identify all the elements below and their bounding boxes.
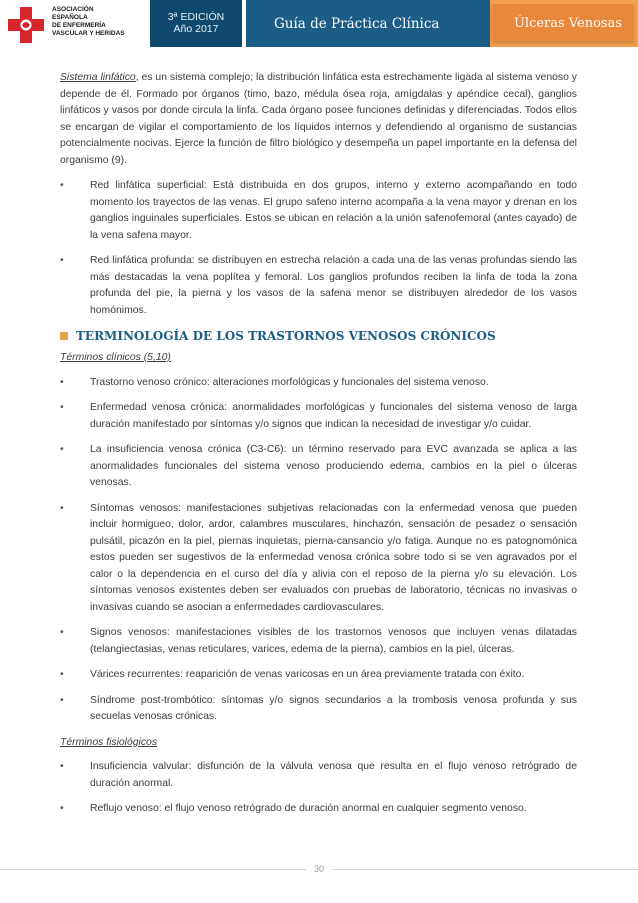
bullet-icon: • (60, 255, 64, 266)
bullet-icon: • (60, 694, 64, 706)
list-item (60, 400, 577, 433)
list-item-text: Enfermedad venosa crónica: anormalidades morfológicas y funcionales del sistema venoso de larga duración manifestado por síntomas y/o signos que indican la necesidad de investigar y/o cuidar. (90, 402, 577, 430)
list-item (60, 178, 577, 244)
bullet-icon: • (60, 180, 64, 191)
bullet-icon: • (60, 669, 64, 680)
bullet-icon: • (60, 402, 64, 413)
section-tab-label: Úlceras Venosas (513, 16, 622, 31)
list-item (60, 667, 577, 684)
section-heading (60, 328, 577, 344)
list-item (60, 375, 577, 392)
edition-year: Año 2017 (173, 23, 219, 35)
list-item (60, 759, 577, 792)
logo-line: ESPAÑOLA (52, 14, 88, 21)
bullet-icon: • (60, 444, 64, 455)
guide-title-bar (246, 0, 494, 47)
bullet-icon: • (60, 761, 64, 772)
clinical-terms-subheading: Términos clínicos (5,10) (60, 352, 171, 363)
intro-paragraph (60, 70, 577, 169)
guide-title: Guía de Práctica Clínica (274, 16, 440, 32)
list-item-text: Várices recurrentes: reaparición de venas varicosas en un área previamente tratada con éxito. (90, 669, 525, 680)
list-item (60, 625, 577, 658)
list-item-text: Síndrome post-trombótico: síntomas y/o signos secundarios a la trombosis venosa profunda y sus secuelas venosas crónicas. (90, 694, 577, 722)
intro-text: , es un sistema complejo; la distribución linfática esta estrechamente ligada al sistema venoso y depende de él. Formado por órganos (timo, bazo, médula ósea roja, amígdalas y apéndice cecal), ganglios linfáticos y vasos por donde circula la linfa. Cada órgano posee funciones definidas y diferenciadas. Todos ellos se encargan de vigilar el comportamiento de los líquidos internos y defendiendo al organismo de sustancias potencialmente nocivas. Ejerce la función de filtro biológico y desempeña un papel importante en la defensa del organismo (9). (60, 72, 577, 166)
section-tab (492, 4, 634, 41)
heading-square-icon (60, 332, 68, 340)
logo-line: ASOCIACIÓN (52, 6, 94, 13)
section-title: TERMINOLOGÍA DE LOS TRASTORNOS VENOSOS CRÓNICOS (76, 329, 496, 343)
list-item-text: Red linfática profunda: se distribuyen en estrecha relación a cada una de las venas profundas siendo las más destacadas la vena poplítea y femoral. Los ganglios profundos reciben la linfa de toda la zona profunda del pie, la pierna y los vasos de la safena menor se distribuyen alrededor de los vasos homónimos. (90, 255, 577, 316)
edition-label: 3ª EDICIÓN (167, 11, 225, 23)
bullet-icon: • (60, 376, 64, 388)
list-item-text: Reflujo venoso: el flujo venoso retrógrado de duración anormal en cualquier segmento venoso. (90, 803, 527, 814)
list-item (60, 501, 577, 617)
bullet-icon: • (60, 803, 64, 814)
logo-text (52, 6, 148, 38)
list-item (60, 693, 577, 726)
logo-line: VASCULAR Y HERIDAS (52, 30, 125, 37)
page-header (0, 0, 638, 47)
physiological-terms-subheading: Términos fisiológicos (60, 736, 158, 748)
page-number: 30 (306, 863, 332, 876)
logo-line: DE ENFERMERÍA (52, 22, 106, 29)
list-item-text: Insuficiencia valvular: disfunción de la válvula venosa que resulta en el flujo venoso retrógrado de duración anormal. (90, 761, 577, 789)
intro-term: Sistema linfático (60, 72, 136, 83)
list-item-text: Trastorno venoso crónico: alteraciones morfológicas y funcionales del sistema venoso. (90, 376, 489, 388)
page-content (60, 70, 577, 827)
list-item-text: La insuficiencia venosa crónica (C3-C6): un término reservado para EVC avanzada se aplica a las anormalidades funcionales del sistema venoso produciendo edema, cambios en la piel o úlceras venosas. (90, 444, 577, 488)
association-logo (6, 5, 146, 45)
list-item (60, 442, 577, 492)
bullet-icon: • (60, 627, 64, 638)
list-item (60, 253, 577, 319)
edition-badge (150, 0, 242, 47)
list-item-text: Síntomas venosos: manifestaciones subjetivas relacionadas con la enfermedad venosa que pueden incluir hormigueo, dolor, ardor, calambres musculares, hinchazón, sensación de pesadez o sensación pulsátil, picazón en la piel, piernas inquietas, pierna-cansancio y/o fatiga. Aunque no es patognomónica estos pueden ser sugestivos de la enfermedad venosa crónica sobre todo si se ven agravados por el calor o la dependencia en el curso del día y alivia con el reposo de la pierna y/o su elevación. Los síntomas venosos existentes deben ser evaluados con pruebas de laboratorio, técnicas no invasivas o invasivas cuando se asocian a enfermedades cardiovasculares. (90, 502, 577, 613)
list-item-text: Signos venosos: manifestaciones visibles de los trastornos venosos que incluyen venas dilatadas (telangiectasias, venas reticulares, varices, edema de la pierna), cambios en la piel, úlceras. (90, 627, 577, 655)
list-item-text: Red linfática superficial: Está distribuida en dos grupos, interno y externo acompañando en todo momento los trayectos de las venas. El grupo safeno interno acompaña a la vena mayor y drenan en los ganglios inguinales superficiales. Estos se ubican en relación a la unión safenofemoral (antes cayado) de la vena safena mayor. (90, 180, 577, 241)
red-cross-logo-icon (6, 5, 46, 45)
bullet-icon: • (60, 502, 64, 514)
list-item (60, 801, 577, 818)
